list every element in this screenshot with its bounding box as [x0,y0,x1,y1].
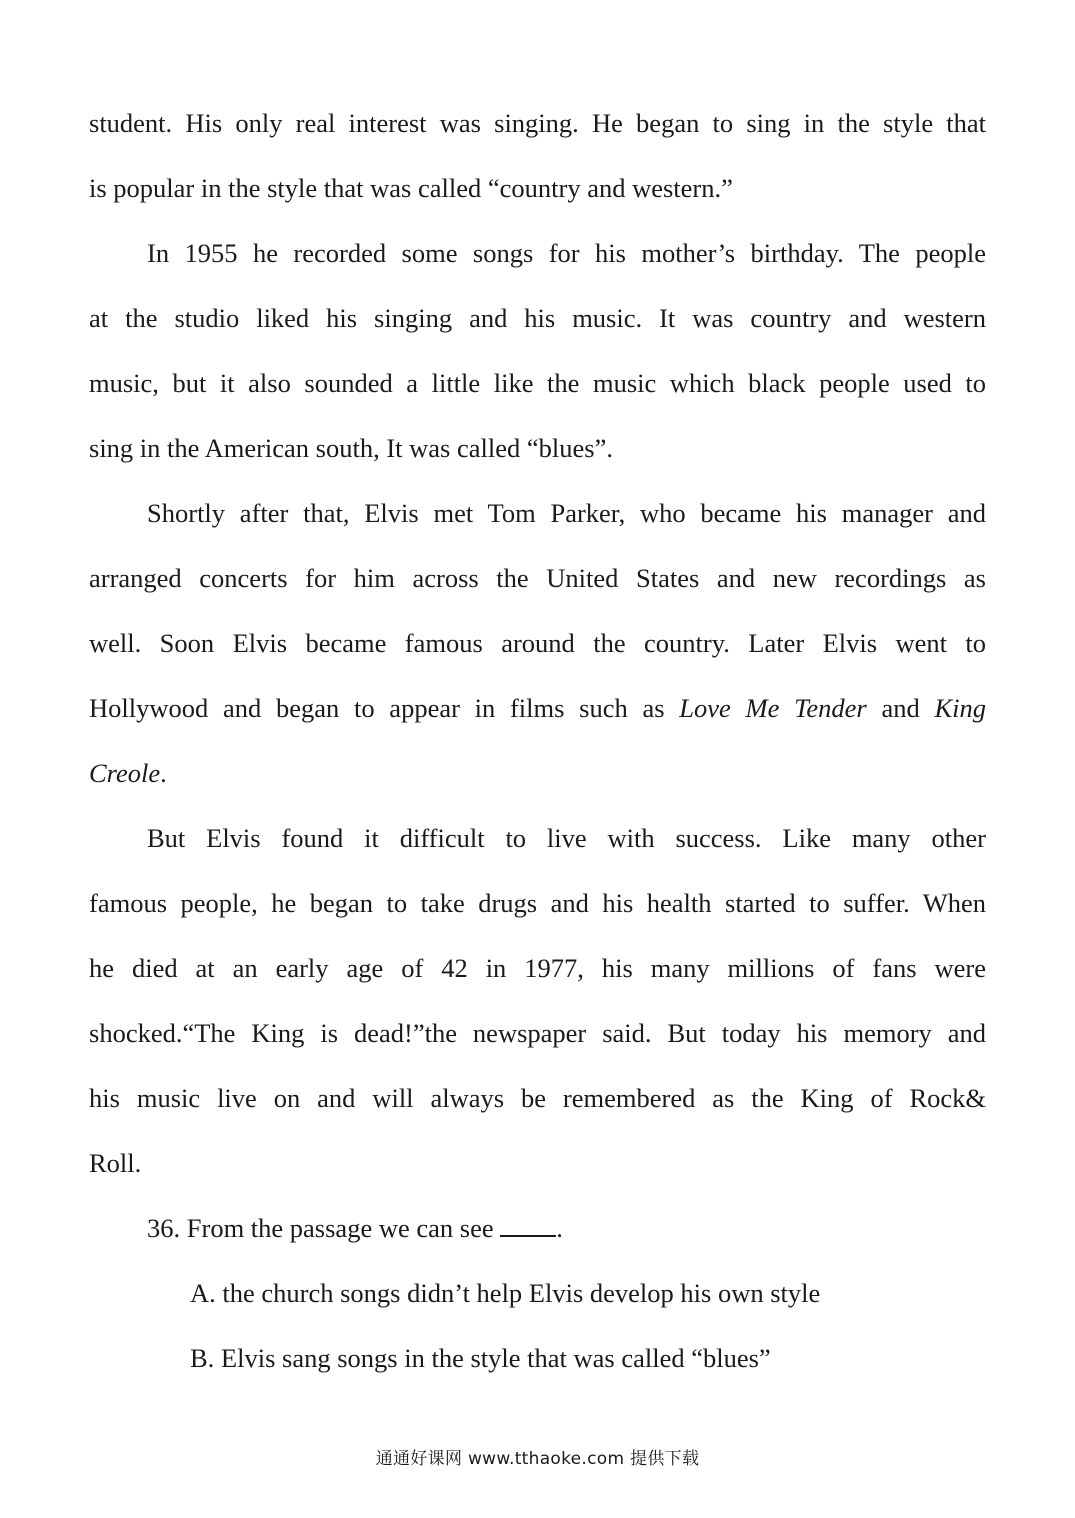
paragraph-3 [89,481,986,806]
paragraph-4-line-4: shocked.“The King is dead!”the newspaper said. But today his memory and [89,1018,986,1048]
paragraph-3-end: . [160,758,167,788]
paragraph-2-line-4: sing in the American south, It was called “blues”. [89,433,613,463]
page-footer: 通通好课网 www.tthaoke.com 提供下载 [375,1449,700,1469]
film-title-king-part1: King [934,693,986,723]
paragraph-3-line-2: arranged concerts for him across the United States and new recordings as [89,563,986,593]
question-36-end: . [556,1213,563,1243]
paragraph-4 [89,806,986,1196]
paragraph-3-line-4 [89,676,986,741]
paragraph-1-line-1: student. His only real interest was singing. He began to sing in the style that [89,108,986,138]
paragraph-4-line-5: his music live on and will always be remembered as the King of Rock& [89,1083,986,1113]
paragraph-2 [89,221,986,481]
question-36-text: 36. From the passage we can see [147,1213,501,1243]
question-36-option-a: A. the church songs didn’t help Elvis develop his own style [190,1278,821,1308]
question-36-option-b: B. Elvis sang songs in the style that was called “blues” [190,1343,771,1373]
paragraph-4-line-1: But Elvis found it difficult to live with success. Like many other [147,823,986,853]
paragraph-4-line-6: Roll. [89,1148,142,1178]
paragraph-2-line-1: In 1955 he recorded some songs for his mother’s birthday. The people [147,238,986,268]
paragraph-3-line-3: well. Soon Elvis became famous around the country. Later Elvis went to [89,628,986,658]
film-title-creole-part2: Creole [89,758,161,788]
film-title-love-me-tender: Love Me Tender [679,693,867,723]
paragraph-4-line-3: he died at an early age of 42 in 1977, his many millions of fans were [89,953,986,983]
paragraph-3-line-4-text: Hollywood and began to appear in films such as [89,693,680,723]
paragraph-3-line-5 [89,741,986,806]
paragraph-4-line-2: famous people, he began to take drugs and his health started to suffer. When [89,888,986,918]
paragraph-1 [89,91,986,221]
paragraph-2-line-3: music, but it also sounded a little like the music which black people used to [89,368,986,398]
answer-blank [500,1215,556,1237]
paragraph-3-line-1: Shortly after that, Elvis met Tom Parker, who became his manager and [147,498,986,528]
paragraph-2-line-2: at the studio liked his singing and his music. It was country and western [89,303,986,333]
question-36 [89,1196,986,1261]
paragraph-3-and: and [866,693,935,723]
passage-content [89,91,986,1391]
paragraph-1-line-2: is popular in the style that was called “country and western.” [89,173,733,203]
